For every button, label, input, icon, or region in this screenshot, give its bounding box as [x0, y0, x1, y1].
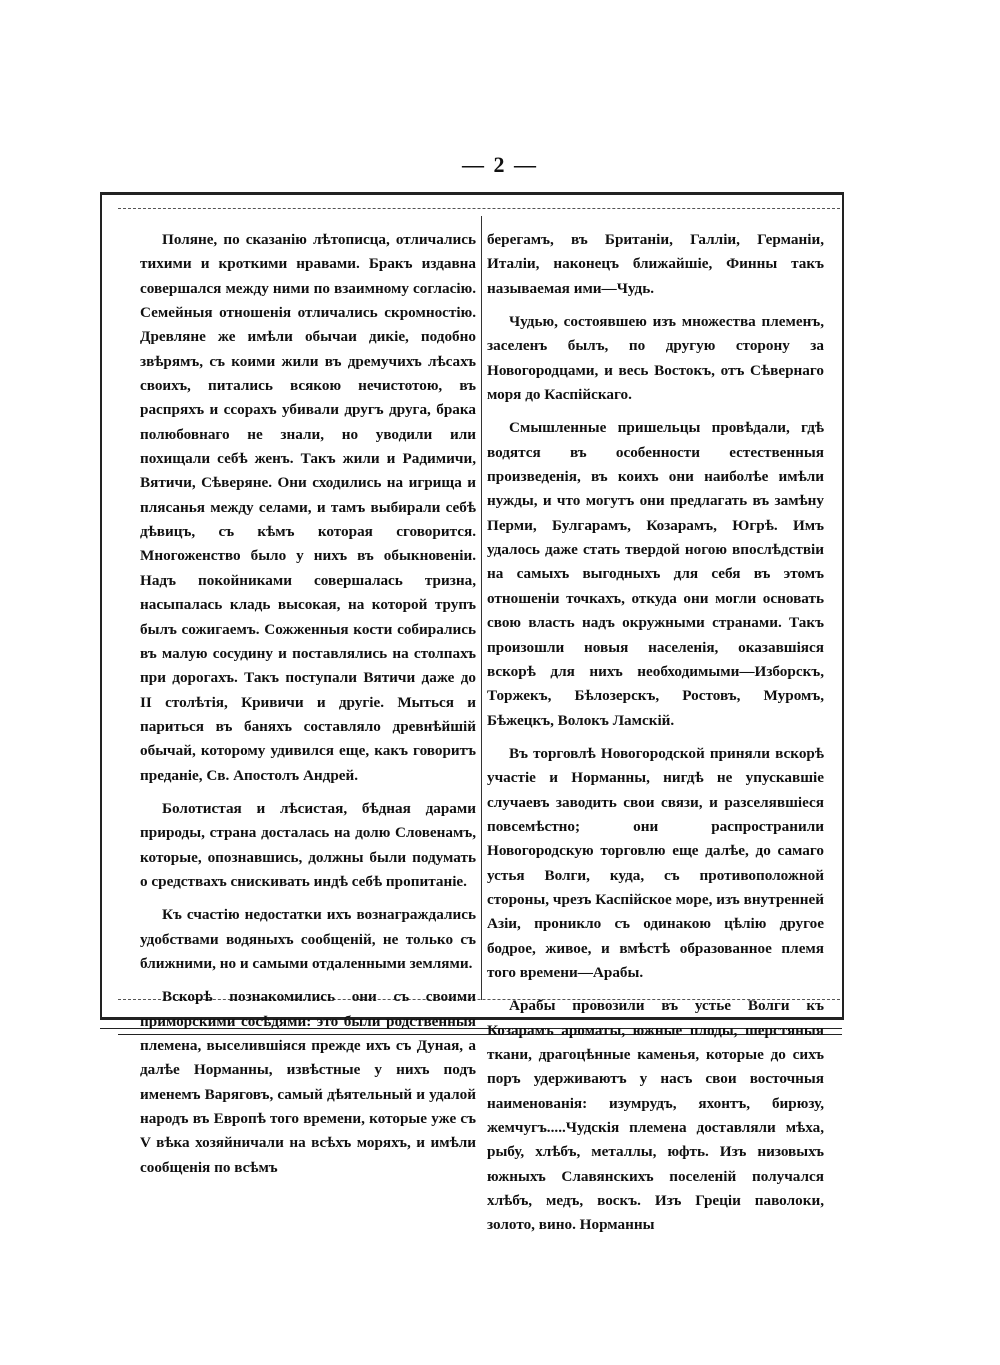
right-paragraph-3: Смышленные пришельцы провѣдали, гдѣ водятся въ особенности естественныя произведенія, въ коихъ они наиболѣе имѣли нужды, и что могутъ они предлагать въ замѣну Перми, Булгарамъ, Козарамъ, Югрѣ. Имъ удалось даже стать твердой ногою впослѣдствіи на самыхъ выгодныхъ для себя въ этомъ отношеніи точкахъ, откуда они могли основать свою власть надъ окружными странами. Такъ произошли новыя населенія, оказавшіяся вскорѣ для нихъ необходимыми—Изборскъ, Торжекъ, Бѣлозерскъ, Ростовъ, Муромъ, Бѣжецкъ, Волокъ Ламскій. [487, 419, 824, 729]
column-divider [481, 216, 482, 1000]
left-paragraph-3: Къ счастію недостатки ихъ вознаграждались удобствами водяныхъ сообщеній, не только съ ближними, но и самыми отдаленными землями. [140, 906, 476, 972]
page-number: — 2 — [462, 152, 538, 177]
right-paragraph-5: Арабы провозили въ устье Волги къ Козарамъ ароматы, южные плоды, шерстяныя ткани, драгоцѣнные каменья, которые до сихъ поръ удерживаютъ у насъ свои восточныя наименованія: изумрудъ, яхонтъ, бирюзу, жемчугъ.....Чудскія племена доставляли мѣха, рыбу, хлѣбъ, металлы, юфть. Изъ низовыхъ южныхъ Славянскихъ поселеній получался хлѣбъ, медъ, воскъ. Изъ Греціи паволоки, золото, вино. Норманны [487, 997, 824, 1234]
right-paragraph-2: Чудью, состоявшею изъ множества племенъ, заселенъ былъ, по другую сторону за Новогородцами, и весь Востокъ, отъ Сѣвернаго моря до Каспійскаго. [487, 313, 824, 404]
right-column [487, 228, 824, 1247]
left-paragraph-1: Поляне, по сказанію лѣтописца, отличались тихими и кроткими нравами. Бракъ издавна совершался между ними по взаимному согласію. Семейныя отношенія отличались скромностію. Древляне же имѣли обычаи дикіе, подобно звѣрямъ, съ коими жили въ дремучихъ лѣсахъ своихъ, питались всякою нечистотою, въ распряхъ и ссорахъ убивали другъ друга, брака полюбовнаго не знали, но уводили или похищали себѣ женъ. Такъ жили и Радимичи, Вятичи, Сѣверяне. Они сходились на игрища и плясанья между селами, и тамъ выбирали себѣ дѣвицъ, съ кѣмъ которая сговорится. Многоженство было у нихъ въ обыкновеніи. Надъ покойниками совершалась тризна, насыпалась кладь высокая, на которой трупъ былъ сожигаемъ. Сожженныя кости собирались въ малую сосудину и поставлялись на столпахъ при дорогахъ. Такъ поступали Вятичи даже до II столѣтія, Кривичи и другіе. Мыться и париться въ баняхъ составляло древнѣйшій обычай, которому удивился еще, какъ говоритъ преданіе, Св. Апостолъ Андрей. [140, 231, 476, 784]
left-paragraph-4: Вскорѣ познакомились они съ своими приморскими сосѣдями: это были родственныя племена, выселившіяся прежде ихъ съ Дуная, а далѣе Норманны, извѣстные у нихъ подъ именемъ Варяговъ, самый дѣятельный и удалой народъ въ Европѣ того времени, которые уже съ V вѣка хозяйничали на всѣхъ моряхъ, и имѣли сообщенія по всѣмъ [140, 988, 476, 1176]
left-column [140, 228, 476, 1189]
right-paragraph-1: берегамъ, въ Британіи, Галліи, Германіи, Италіи, наконецъ ближайшіе, Финны такъ называемая ими—Чудь. [487, 231, 824, 297]
right-paragraph-4: Въ торговлѣ Новогородской приняли вскорѣ участіе и Норманны, нигдѣ не упускавшіе случаевъ заводить свои связи, и разселявшіеся повсемѣстно; они распространили Новогородскую торговлю еще далѣе, до самаго устья Волги, куда, съ противоположной стороны, чрезъ Каспійское море, изъ внутренней Азіи, проникло съ одинакою цѣлію другое бодрое, живое, и вмѣстѣ образованное племя того времени—Арабы. [487, 744, 824, 981]
left-paragraph-2: Болотистая и лѣсистая, бѣдная дарами природы, страна досталась на долю Словенамъ, которые, опознавшись, должны были подумать о средствахъ снискивать индѣ себѣ пропитаніе. [140, 799, 476, 890]
